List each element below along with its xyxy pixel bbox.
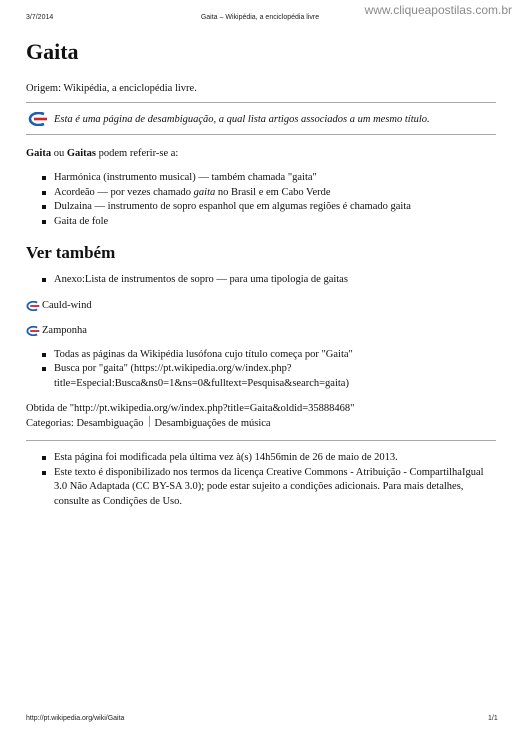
- see-also-heading: Ver também: [26, 243, 116, 262]
- print-title: Gaita – Wikipédia, a enciclopédia livre: [200, 14, 320, 21]
- search-gaita-line1: Busca por "gaita" (https://pt.wikipedia.org/w/index.php?: [54, 363, 292, 374]
- zamponha-link[interactable]: Zamponha: [42, 324, 87, 336]
- term-gaita-link[interactable]: Gaita: [26, 148, 52, 159]
- disambiguation-notice: [26, 103, 496, 134]
- article-content: [26, 37, 496, 509]
- disambiguation-icon: [26, 326, 40, 336]
- disambiguation-text: Esta é uma página de desambiguação, a qual lista artigos associados a um mesmo título.: [54, 113, 430, 125]
- meaning-harmonica[interactable]: Harmónica (instrumento musical) — também chamada "gaita": [26, 171, 496, 186]
- search-gaita-item[interactable]: [26, 362, 496, 391]
- meanings-list: [26, 171, 496, 229]
- license-line3: consulte as Condições de Uso.: [54, 495, 183, 507]
- print-date: 3/7/2014: [26, 14, 54, 21]
- watermark: www.cliqueapostilas.com.br: [364, 3, 512, 17]
- source-line: Obtida de "http://pt.wikipedia.org/w/index.php?title=Gaita&oldid=35888468": [26, 403, 355, 414]
- page-title: Gaita: [26, 39, 79, 64]
- see-also-list: [26, 273, 496, 288]
- meaning-dulzaina[interactable]: Dulzaina — instrumento de sopro espanhol que em algumas regiões é chamado gaita: [26, 200, 496, 215]
- license-note: [26, 466, 496, 510]
- cauld-wind-row: [26, 299, 496, 313]
- category-separator: [149, 416, 150, 427]
- meaning-acordeao-post: no Brasil e em Cabo Verde: [215, 186, 331, 198]
- meaning-acordeao[interactable]: [26, 186, 496, 201]
- category-link-desambiguacoes-musica[interactable]: Desambiguações de música: [154, 418, 271, 429]
- intro-connector: ou: [51, 148, 67, 159]
- footer-notes-list: [26, 451, 496, 509]
- cauld-wind-link[interactable]: Cauld-wind: [42, 299, 92, 311]
- disambiguation-icon: [28, 112, 48, 126]
- last-modified-note: Esta página foi modificada pela última vez à(s) 14h56min de 26 de maio de 2013.: [26, 451, 496, 466]
- categories-label: Categorias:: [26, 418, 74, 429]
- meaning-acordeao-pre: Acordeão — por vezes chamado: [54, 186, 194, 198]
- divider: [26, 134, 496, 135]
- license-line1: Este texto é disponibilizado nos termos da licença Creative Commons - Atribuição - CompartilhaIgual: [54, 466, 484, 478]
- zamponha-row: [26, 324, 496, 338]
- term-gaitas-link[interactable]: Gaitas: [66, 148, 97, 159]
- category-link-desambiguacao[interactable]: Desambiguação: [76, 418, 144, 429]
- meaning-acordeao-em: gaita: [193, 186, 216, 198]
- meaning-gaita-de-fole[interactable]: Gaita de fole: [26, 215, 496, 230]
- search-gaita-line2: title=Especial:Busca&ns0=1&ns=0&fulltext=Pesquisa&search=gaita): [54, 377, 349, 389]
- intro-rest: podem referir-se a:: [96, 148, 179, 159]
- intro-line: [26, 147, 496, 161]
- see-also-anexo[interactable]: Anexo:Lista de instrumentos de sopro — para uma tipologia de gaitas: [26, 273, 496, 288]
- print-footer-page: 1/1: [488, 715, 498, 722]
- search-prefix-item[interactable]: Todas as páginas da Wikipédia lusófona cujo título começa por "Gaita": [26, 348, 496, 363]
- search-list: [26, 348, 496, 392]
- disambiguation-icon: [26, 301, 40, 311]
- print-footer-url: http://pt.wikipedia.org/wiki/Gaita: [26, 715, 125, 722]
- divider: [26, 440, 496, 441]
- license-line2: 3.0 Não Adaptada (CC BY-SA 3.0); pode estar sujeito a condições adicionais. Para mais detalhes,: [54, 481, 464, 492]
- origin-line: Origem: Wikipédia, a enciclopédia livre.: [26, 83, 197, 94]
- categories-line: [26, 416, 496, 431]
